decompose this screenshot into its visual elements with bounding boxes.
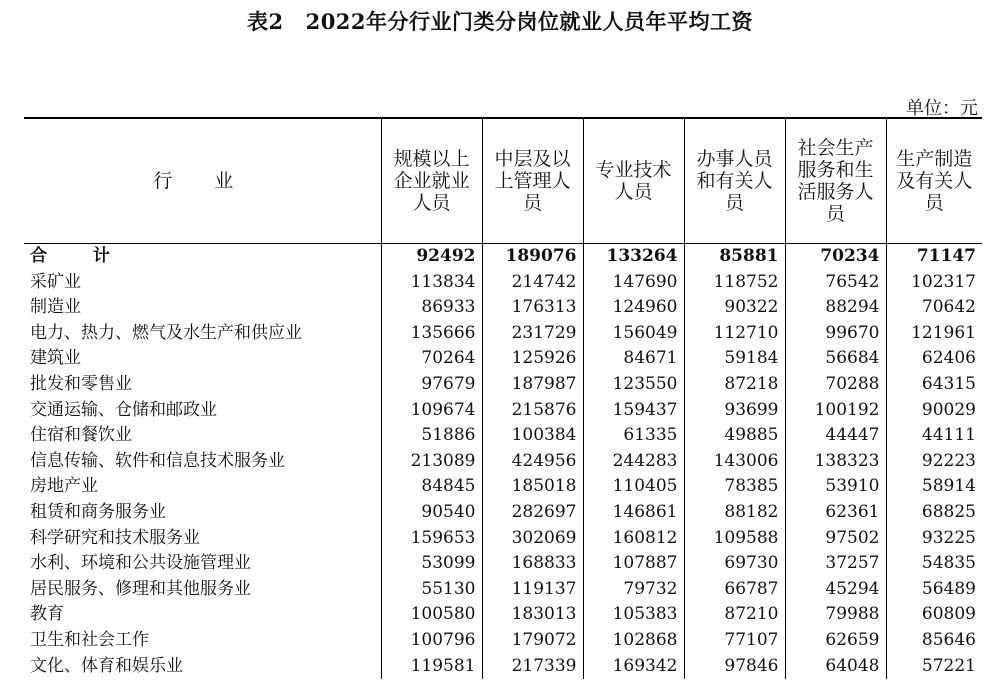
wage-cell: 70642 — [886, 295, 982, 321]
wage-cell: 183013 — [482, 602, 583, 628]
header-col-1: 规模以上企业就业人员 — [381, 118, 482, 244]
table-row — [24, 398, 982, 424]
wage-cell: 159653 — [381, 526, 482, 552]
wage-cell: 79732 — [583, 577, 684, 603]
wage-cell: 138323 — [785, 449, 886, 475]
header-industry: 行 业 — [24, 118, 381, 244]
industry-name: 交通运输、仓储和邮政业 — [30, 399, 217, 420]
wage-cell: 84845 — [381, 474, 482, 500]
wage-cell: 135666 — [381, 321, 482, 347]
wage-cell: 113834 — [381, 270, 482, 296]
table-row — [24, 474, 982, 500]
table-row — [24, 321, 982, 347]
wage-cell: 56489 — [886, 577, 982, 603]
wage-cell: 105383 — [583, 602, 684, 628]
wage-cell: 93225 — [886, 526, 982, 552]
wage-cell: 93699 — [684, 398, 785, 424]
wage-cell: 76542 — [785, 270, 886, 296]
wage-cell: 100580 — [381, 602, 482, 628]
wage-cell: 64048 — [785, 654, 886, 680]
table-row — [24, 372, 982, 398]
wage-cell: 185018 — [482, 474, 583, 500]
wage-cell: 87210 — [684, 602, 785, 628]
industry-name: 居民服务、修理和其他服务业 — [30, 578, 251, 599]
wage-cell: 57221 — [886, 654, 982, 680]
wage-cell: 133264 — [583, 244, 684, 270]
wage-cell: 54835 — [886, 551, 982, 577]
wage-cell: 49885 — [684, 423, 785, 449]
wage-cell: 71147 — [886, 244, 982, 270]
wage-cell: 51886 — [381, 423, 482, 449]
wage-cell: 92492 — [381, 244, 482, 270]
wage-cell: 87218 — [684, 372, 785, 398]
table-title — [0, 6, 1000, 36]
table-row — [24, 654, 982, 680]
wage-cell: 44447 — [785, 423, 886, 449]
industry-name: 科学研究和技术服务业 — [30, 527, 200, 548]
wage-cell: 62659 — [785, 628, 886, 654]
wage-cell: 156049 — [583, 321, 684, 347]
header-col-5: 社会生产服务和生活服务人员 — [785, 118, 886, 244]
wage-cell: 217339 — [482, 654, 583, 680]
industry-name: 租赁和商务服务业 — [30, 501, 166, 522]
table-row — [24, 551, 982, 577]
wage-cell: 143006 — [684, 449, 785, 475]
wage-cell: 70234 — [785, 244, 886, 270]
wage-cell: 231729 — [482, 321, 583, 347]
wage-cell: 97846 — [684, 654, 785, 680]
table-body — [24, 244, 982, 680]
industry-name: 房地产业 — [30, 476, 98, 497]
table-row — [24, 500, 982, 526]
wage-cell: 79988 — [785, 602, 886, 628]
industry-name: 文化、体育和娱乐业 — [30, 655, 183, 676]
table-title-text: 2022年分行业门类分岗位就业人员年平均工资 — [305, 9, 754, 34]
wage-cell: 109674 — [381, 398, 482, 424]
wage-cell: 213089 — [381, 449, 482, 475]
wage-cell: 44111 — [886, 423, 982, 449]
wage-cell: 118752 — [684, 270, 785, 296]
wage-cell: 107887 — [583, 551, 684, 577]
industry-name: 电力、热力、燃气及水生产和供应业 — [30, 322, 302, 343]
industry-name: 水利、环境和公共设施管理业 — [30, 553, 251, 574]
wage-cell: 77107 — [684, 628, 785, 654]
wage-cell: 53099 — [381, 551, 482, 577]
wage-cell: 424956 — [482, 449, 583, 475]
wage-cell: 169342 — [583, 654, 684, 680]
wage-cell: 282697 — [482, 500, 583, 526]
wage-cell: 102868 — [583, 628, 684, 654]
wage-cell: 97502 — [785, 526, 886, 552]
wage-cell: 146861 — [583, 500, 684, 526]
wage-cell: 70264 — [381, 346, 482, 372]
wage-cell: 90540 — [381, 500, 482, 526]
wage-cell: 112710 — [684, 321, 785, 347]
wage-cell: 159437 — [583, 398, 684, 424]
header-col-2: 中层及以上管理人员 — [482, 118, 583, 244]
wage-cell: 90029 — [886, 398, 982, 424]
header-col-4: 办事人员和有关人员 — [684, 118, 785, 244]
wage-cell: 124960 — [583, 295, 684, 321]
industry-name: 教育 — [30, 604, 64, 625]
wage-cell: 109588 — [684, 526, 785, 552]
wage-cell: 179072 — [482, 628, 583, 654]
wage-cell: 110405 — [583, 474, 684, 500]
table-row — [24, 295, 982, 321]
table-row — [24, 423, 982, 449]
wage-cell: 58914 — [886, 474, 982, 500]
wage-cell: 125926 — [482, 346, 583, 372]
table-row — [24, 526, 982, 552]
table-row — [24, 628, 982, 654]
wage-cell: 85646 — [886, 628, 982, 654]
wage-cell: 215876 — [482, 398, 583, 424]
wage-cell: 45294 — [785, 577, 886, 603]
wage-cell: 99670 — [785, 321, 886, 347]
wage-cell: 62361 — [785, 500, 886, 526]
wage-cell: 55130 — [381, 577, 482, 603]
wage-cell: 86933 — [381, 295, 482, 321]
wage-cell: 90322 — [684, 295, 785, 321]
wage-cell: 68825 — [886, 500, 982, 526]
wage-cell: 37257 — [785, 551, 886, 577]
table-row — [24, 270, 982, 296]
wage-cell: 176313 — [482, 295, 583, 321]
table-row — [24, 577, 982, 603]
header-col-3: 专业技术人员 — [583, 118, 684, 244]
wage-cell: 61335 — [583, 423, 684, 449]
wage-cell: 97679 — [381, 372, 482, 398]
wage-cell: 88294 — [785, 295, 886, 321]
wage-cell: 302069 — [482, 526, 583, 552]
wage-cell: 59184 — [684, 346, 785, 372]
table-row — [24, 346, 982, 372]
wage-cell: 92223 — [886, 449, 982, 475]
table-number: 表2 — [246, 9, 284, 34]
wage-cell: 70288 — [785, 372, 886, 398]
wage-cell: 214742 — [482, 270, 583, 296]
industry-name: 住宿和餐饮业 — [30, 425, 132, 446]
industry-name: 合 计 — [30, 246, 130, 266]
unit-label: 单位：元 — [906, 98, 978, 119]
industry-name: 批发和零售业 — [30, 373, 132, 394]
wage-cell: 119137 — [482, 577, 583, 603]
header-col-6: 生产制造及有关人员 — [886, 118, 982, 244]
table-row — [24, 602, 982, 628]
wage-cell: 168833 — [482, 551, 583, 577]
table-header — [24, 118, 982, 244]
wage-cell: 66787 — [684, 577, 785, 603]
wage-cell: 244283 — [583, 449, 684, 475]
wage-cell: 123550 — [583, 372, 684, 398]
wage-cell: 187987 — [482, 372, 583, 398]
industry-name: 卫生和社会工作 — [30, 629, 149, 650]
wage-cell: 84671 — [583, 346, 684, 372]
wage-cell: 64315 — [886, 372, 982, 398]
wage-cell: 121961 — [886, 321, 982, 347]
header-row — [24, 118, 982, 244]
industry-name: 制造业 — [30, 297, 81, 318]
wage-cell: 100384 — [482, 423, 583, 449]
wage-cell: 88182 — [684, 500, 785, 526]
industry-name: 信息传输、软件和信息技术服务业 — [30, 450, 285, 471]
industry-name: 建筑业 — [30, 348, 81, 369]
wage-cell: 69730 — [684, 551, 785, 577]
wage-cell: 56684 — [785, 346, 886, 372]
wage-cell: 100796 — [381, 628, 482, 654]
wage-cell: 100192 — [785, 398, 886, 424]
wage-cell: 147690 — [583, 270, 684, 296]
wage-cell: 160812 — [583, 526, 684, 552]
table-row — [24, 449, 982, 475]
wage-cell: 189076 — [482, 244, 583, 270]
wage-cell: 62406 — [886, 346, 982, 372]
wage-cell: 78385 — [684, 474, 785, 500]
wage-cell: 85881 — [684, 244, 785, 270]
wage-table — [24, 117, 982, 679]
wage-cell: 102317 — [886, 270, 982, 296]
wage-cell: 60809 — [886, 602, 982, 628]
wage-cell: 119581 — [381, 654, 482, 680]
industry-name: 采矿业 — [30, 271, 81, 292]
total-row — [24, 244, 982, 270]
wage-cell: 53910 — [785, 474, 886, 500]
